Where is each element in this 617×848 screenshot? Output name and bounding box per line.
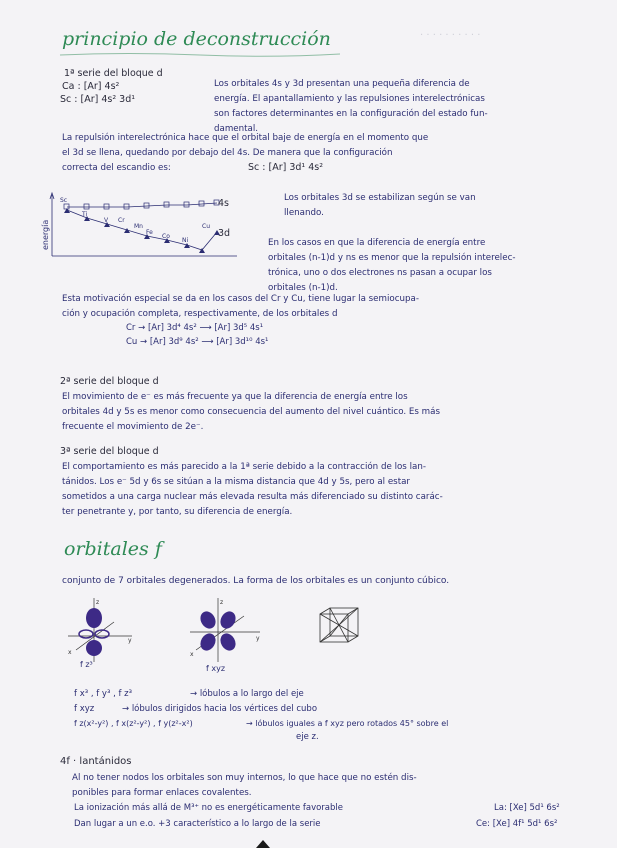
lantanidos-paragraph	[72, 771, 417, 801]
forb-line-a: f xyz	[74, 704, 95, 714]
element-label: Mn	[134, 223, 143, 230]
text-line: energía. El apantallamiento y las repulsiones interelectrónicas	[214, 94, 485, 104]
forb-line-b: → lóbulos a lo largo del eje	[190, 689, 304, 699]
axis-y-label: y	[128, 637, 132, 644]
text-line: damental.	[214, 124, 259, 134]
axis-x-label: x	[68, 649, 72, 656]
cu-config-line: Cu → [Ar] 3d⁹ 4s² ⟶ [Ar] 3d¹⁰ 4s¹	[126, 337, 269, 347]
energy-diagram	[42, 190, 242, 262]
text-line: conjunto de 7 orbitales degenerados. La forma de los orbitales es un conjunto cúbico.	[62, 576, 450, 586]
text-line: trónica, uno o dos electrones ns pasan a ocupar los	[268, 268, 492, 278]
stabilize-paragraph	[284, 191, 476, 221]
element-label: Fe	[146, 229, 153, 236]
text-line: El movimiento de e⁻ es más frecuente ya que la diferencia de energía entre los	[62, 392, 408, 402]
axis-z-label: z	[220, 599, 224, 606]
element-label: Cu	[202, 223, 210, 230]
forb-line-last: eje z.	[296, 732, 319, 742]
text-line: Esta motivación especial se da en los casos del Cr y Cu, tiene lugar la semiocupa-	[62, 294, 419, 304]
text-line: tánidos. Los e⁻ 5d y 6s se sitúan a la misma distancia que 4d y 5s, pero al estar	[62, 477, 411, 487]
la-config: La: [Xe] 5d¹ 6s²	[494, 803, 560, 813]
lantanidos-heading: 4f · lantánidos	[60, 756, 132, 767]
orbital-fxyz-drawing	[188, 596, 264, 676]
serie3-paragraph	[62, 460, 443, 520]
energy-axis-label: energía	[41, 219, 50, 250]
repulsion-paragraph	[62, 131, 428, 176]
orbital-fz3-drawing	[66, 596, 136, 676]
forb-line-b: → lóbulos dirigidos hacia los vértices del cubo	[122, 704, 318, 714]
sc-correct-config: Sc : [Ar] 3d¹ 4s²	[248, 162, 324, 173]
text-line: La repulsión interelectrónica hace que el orbital baje de energía en el momento que	[62, 133, 429, 143]
triangles-3d	[64, 208, 220, 253]
label-4s: 4s	[218, 198, 229, 209]
title-underline	[60, 52, 340, 58]
text-line: orbitales 4d y 5s es menor como consecuencia del aumento del nivel cuántico. Es más	[62, 407, 440, 417]
ce-config: Ce: [Xe] 4f¹ 5d¹ 6s²	[476, 819, 558, 829]
text-line: son factores determinantes en la configuración del estado fun-	[214, 109, 488, 119]
forb-line-b: → lóbulos iguales a f xyz pero rotados 45° sobre el	[246, 719, 449, 728]
label-3d: 3d	[218, 228, 231, 239]
text-line: ter penetrante y, por tanto, su diferencia de energía.	[62, 507, 293, 517]
forb-intro	[62, 574, 449, 589]
serie2-heading: 2ª serie del bloque d	[60, 376, 159, 387]
intro-paragraph	[214, 77, 488, 137]
text-line: ponibles para formar enlaces covalentes.	[72, 788, 252, 798]
element-label: V	[104, 217, 109, 224]
serie1-heading: 1ª serie del bloque d	[64, 68, 163, 79]
title-principio: principio de deconstrucción	[62, 28, 331, 50]
axis-y-label: y	[256, 635, 260, 642]
text-line: sometidos a una carga nuclear más elevada resulta más diferenciado su distinto carác-	[62, 492, 443, 502]
orbital-fxyz-label: f xyz	[206, 664, 226, 673]
element-label: Ti	[82, 211, 88, 218]
sc-config: Sc : [Ar] 4s² 3d¹	[60, 94, 136, 105]
element-label: Sc	[60, 197, 68, 204]
text-line: El comportamiento es más parecido a la 1ª serie debido a la contracción de los lan-	[62, 462, 426, 472]
ca-config: Ca : [Ar] 4s²	[62, 81, 120, 92]
cube-drawing	[318, 606, 362, 646]
ionization-text: La ionización más allá de M³⁺ no es energéticamente favorable	[74, 803, 343, 813]
text-line: orbitales (n-1)d.	[268, 283, 338, 293]
serie2-paragraph	[62, 390, 440, 435]
forb-line-a: f x³ , f y³ , f z³	[74, 689, 133, 699]
text-line: Los orbitales 4s y 3d presentan una pequeña diferencia de	[214, 79, 470, 89]
text-line: En los casos en que la diferencia de energía entre	[268, 238, 486, 248]
binder-mark	[256, 838, 270, 848]
text-line: frecuente el movimiento de 2e⁻.	[62, 422, 204, 432]
text-line: Los orbitales 3d se estabilizan según se van	[284, 193, 476, 203]
cases-paragraph	[268, 236, 515, 296]
axis-z-label: z	[96, 599, 100, 606]
text-line: el 3d se llena, quedando por debajo del 4s. De manera que la configuración	[62, 148, 393, 158]
cr-config-line: Cr → [Ar] 3d⁴ 4s² ⟶ [Ar] 3d⁵ 4s¹	[126, 323, 264, 333]
serie3-heading: 3ª serie del bloque d	[60, 446, 159, 457]
text-line: correcta del escandio es:	[62, 163, 171, 173]
text-line: llenando.	[284, 208, 324, 218]
orbital-fz3-label: f z³	[80, 660, 93, 669]
motivation-paragraph	[62, 292, 419, 322]
eo-text: Dan lugar a un e.o. +3 característico a lo largo de la serie	[74, 819, 321, 829]
line-3d	[67, 210, 217, 250]
text-line: Al no tener nodos los orbitales son muy internos, lo que hace que no estén dis-	[72, 773, 417, 783]
show-through-text: · · · · · · · · · ·	[420, 30, 481, 41]
text-line: ción y ocupación completa, respectivamente, de los orbitales d	[62, 309, 338, 319]
forb-line-a: f z(x²-y²) , f x(z²-y²) , f y(z²-x²)	[74, 719, 193, 728]
element-label: Cr	[118, 217, 125, 224]
title-orbitales-f: orbitales f	[64, 538, 162, 560]
element-label: Co	[162, 233, 170, 240]
line-4s	[67, 203, 217, 207]
axis-x-label: x	[190, 651, 194, 658]
text-line: orbitales (n-1)d y ns es menor que la repulsión interelec-	[268, 253, 516, 263]
element-label: Ni	[182, 237, 189, 244]
